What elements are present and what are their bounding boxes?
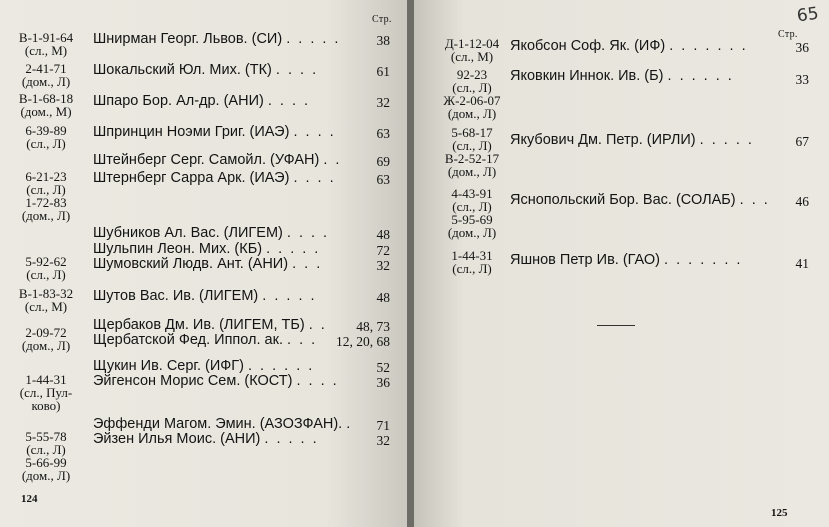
phone-number: 2-09-72 (дом., Л) — [21, 325, 71, 353]
page-ref: 46 — [795, 194, 809, 209]
entry-name: Якобсон Соф. Як. (ИФ) . . . . . . . — [510, 38, 748, 54]
page-ref: 71 — [376, 418, 390, 433]
page-ref: 36 — [376, 375, 390, 390]
entry-name: Эйзен Илья Моис. (АНИ) . . . . . — [93, 431, 319, 447]
entry-name: Щербатской Фед. Иппол. ак. . . . — [93, 332, 318, 348]
entry-name: Штейнберг Серг. Самойл. (УФАН) . . — [93, 152, 342, 168]
page-ref: 32 — [376, 95, 390, 110]
page-ref: 12, 20, 68 — [336, 334, 390, 349]
entry-name: Щербаков Дм. Ив. (ЛИГЕМ, ТБ) . . — [93, 317, 327, 333]
section-end-rule — [597, 325, 635, 326]
entry-name: Шпринцин Ноэми Григ. (ИАЭ) . . . . — [93, 124, 336, 140]
entry-name: Шубников Ал. Вас. (ЛИГЕМ) . . . . — [93, 225, 330, 241]
page-ref: 38 — [376, 33, 390, 48]
entry-name: Штернберг Сарра Арк. (ИАЭ) . . . . — [93, 170, 336, 186]
page-ref: 63 — [376, 126, 390, 141]
phone-number: В-1-91-64 (сл., М) — [18, 30, 74, 58]
phone-number: В-1-68-18 (дом., М) — [18, 91, 74, 119]
entry-name: Яснопольский Бор. Вас. (СОЛАБ) . . . — [510, 192, 770, 208]
page-number: 124 — [21, 493, 38, 505]
page-ref: 67 — [795, 134, 809, 149]
page-ref: 48, 73 — [356, 319, 390, 334]
page-ref: 41 — [795, 256, 809, 271]
phone-number: 5-55-78 (сл., Л) 5-66-99 (дом., Л) — [21, 429, 71, 483]
entry-name: Шульпин Леон. Мих. (КБ) . . . . . — [93, 241, 321, 257]
phone-number: Д-1-12-04 (сл., М) — [444, 36, 500, 64]
page-ref: 72 — [376, 243, 390, 258]
entry-name: Якубович Дм. Петр. (ИРЛИ) . . . . . — [510, 132, 754, 148]
right-page — [414, 0, 829, 527]
entry-name: Шумовский Людв. Ант. (АНИ) . . . — [93, 256, 323, 272]
handwritten-mark: 65 — [795, 3, 820, 27]
page-ref: 63 — [376, 172, 390, 187]
page-ref: 36 — [795, 40, 809, 55]
page-ref: 48 — [376, 290, 390, 305]
phone-number: 2-41-71 (дом., Л) — [21, 61, 71, 89]
entry-name: Эффенди Магом. Эмин. (АЗОЗФАН). . — [93, 416, 353, 432]
entry-name: Шутов Вас. Ив. (ЛИГЕМ) . . . . . — [93, 288, 317, 304]
entry-name: Яшнов Петр Ив. (ГАО) . . . . . . . — [510, 252, 743, 268]
phone-number: 6-39-89 (сл., Л) — [25, 123, 67, 151]
phone-number: 1-44-31 (сл., Пул- ково) — [19, 372, 73, 413]
page-ref: 32 — [376, 258, 390, 273]
page-column-header: Стр. — [372, 14, 392, 25]
page-ref: 33 — [795, 72, 809, 87]
entry-name: Шнирман Георг. Львов. (СИ) . . . . . — [93, 31, 341, 47]
phone-number: 6-21-23 (сл., Л) 1-72-83 (дом., Л) — [21, 169, 71, 223]
phone-number: 92-23 (сл., Л) Ж-2-06-07 (дом., Л) — [443, 67, 501, 121]
page-ref: 61 — [376, 64, 390, 79]
entry-name: Эйгенсон Морис Сем. (КОСТ) . . . . — [93, 373, 339, 389]
page-ref: 52 — [376, 360, 390, 375]
entry-name: Шокальский Юл. Мих. (ТК) . . . . — [93, 62, 319, 78]
entry-name: Щукин Ив. Серг. (ИФГ) . . . . . . — [93, 358, 315, 374]
phone-number: 5-68-17 (сл., Л) В-2-52-17 (дом., Л) — [444, 125, 500, 179]
page-ref: 69 — [376, 154, 390, 169]
page-ref: 32 — [376, 433, 390, 448]
phone-number: В-1-83-32 (сл., М) — [18, 286, 74, 314]
entry-name: Яковкин Иннок. Ив. (Б) . . . . . . — [510, 68, 734, 84]
phone-number: 5-92-62 (сл., Л) — [25, 254, 67, 282]
phone-number: 4-43-91 (сл., Л) 5-95-69 (дом., Л) — [447, 186, 497, 240]
phone-number: 1-44-31 (сл., Л) — [451, 248, 493, 276]
left-page — [0, 0, 409, 527]
page-column-header: Стр. — [778, 29, 798, 40]
entry-name: Шпаро Бор. Ал-др. (АНИ) . . . . — [93, 93, 311, 109]
page-number: 125 — [771, 507, 788, 519]
page-ref: 48 — [376, 227, 390, 242]
